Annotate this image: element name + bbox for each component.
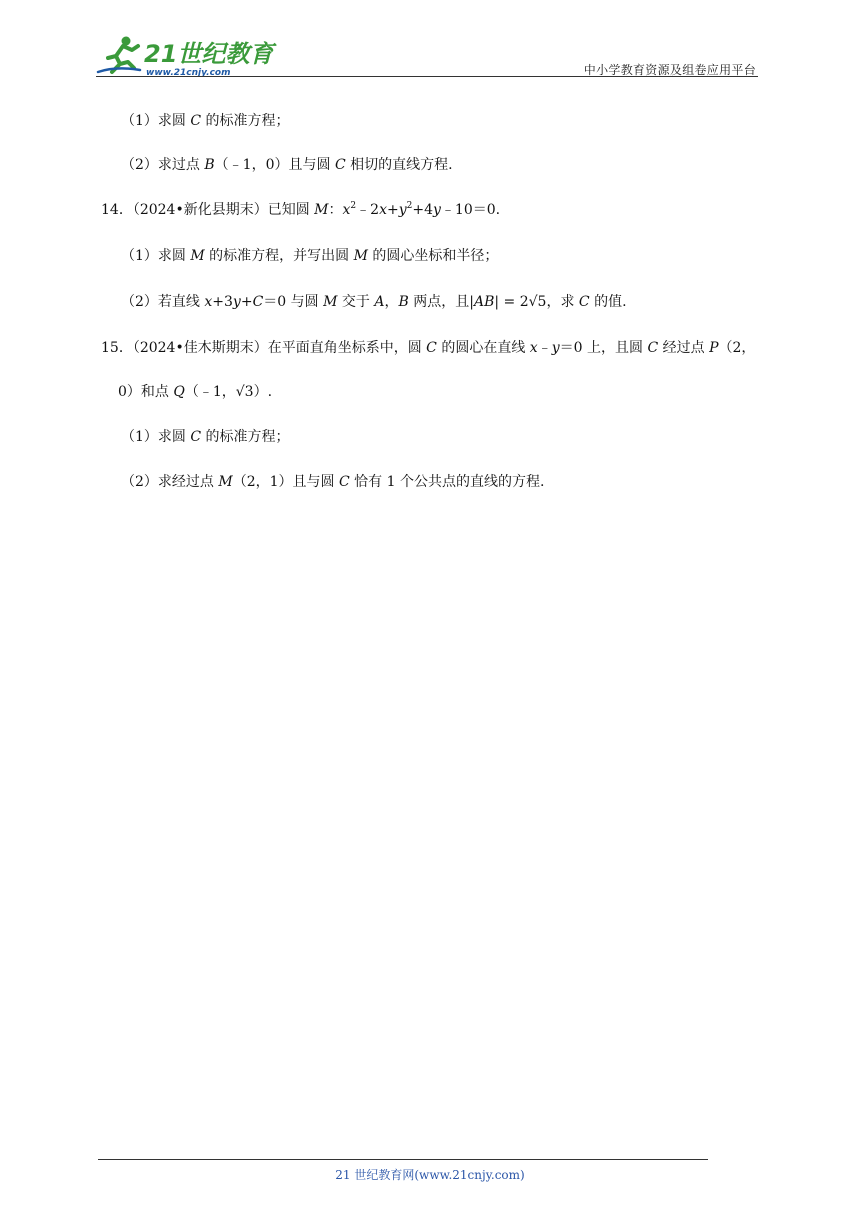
q15-part2: （2）求经过点 M（2，1）且与圆 C 恰有 1 个公共点的直线的方程. xyxy=(121,474,545,490)
q15-part1: （1）求圆 C 的标准方程； xyxy=(121,429,290,445)
question-number: 14． xyxy=(101,202,133,218)
q14-stem: 14．（2024•新化县期末）已知圆 M：$x^2﹣2x+y^2+4y﹣10=0$. xyxy=(101,201,501,218)
q13-part1: （1）求圆 C 的标准方程； xyxy=(121,113,290,129)
header-divider xyxy=(96,76,758,77)
part-label: （2） xyxy=(121,294,158,310)
question-source: （2024•新化县期末） xyxy=(132,202,268,218)
q15-stem-line2: 0）和点 Q（﹣1，√3）. xyxy=(118,384,273,400)
footer-divider xyxy=(98,1159,708,1160)
question-number: 15． xyxy=(101,340,133,356)
part-label: （1） xyxy=(121,429,158,445)
footer-link[interactable]: 21 世纪教育网(www.21cnjy.com) xyxy=(335,1168,525,1182)
part-label: （2） xyxy=(121,474,158,490)
question-source: （2024•佳木斯期末） xyxy=(132,340,268,356)
runner-logo-icon xyxy=(96,32,274,78)
logo-url: www.21cnjy.com xyxy=(146,68,231,78)
q13-part2: （2）求过点 B（﹣1，0）且与圆 C 相切的直线方程. xyxy=(121,157,453,173)
q14-part1: （1）求圆 M 的标准方程，并写出圆 M 的圆心坐标和半径； xyxy=(121,248,499,264)
platform-name: 中小学教育资源及组卷应用平台 xyxy=(583,63,756,77)
q15-stem-line1: 15．（2024•佳木斯期末）在平面直角坐标系中，圆 C 的圆心在直线 x﹣y＝0 上，且圆 C 经过点 P（2， xyxy=(101,340,756,356)
q14-part2: （2）若直线 x+3y+C＝0 与圆 M 交于 A，B 两点，且|AB| = 2√5，求 C 的值. xyxy=(121,294,627,310)
part-label: （2） xyxy=(121,157,158,173)
part-label: （1） xyxy=(121,248,158,264)
part-label: （1） xyxy=(121,113,158,129)
logo-text: 21世纪教育 xyxy=(144,40,274,68)
site-logo[interactable] xyxy=(96,32,274,78)
page-header xyxy=(96,30,758,78)
